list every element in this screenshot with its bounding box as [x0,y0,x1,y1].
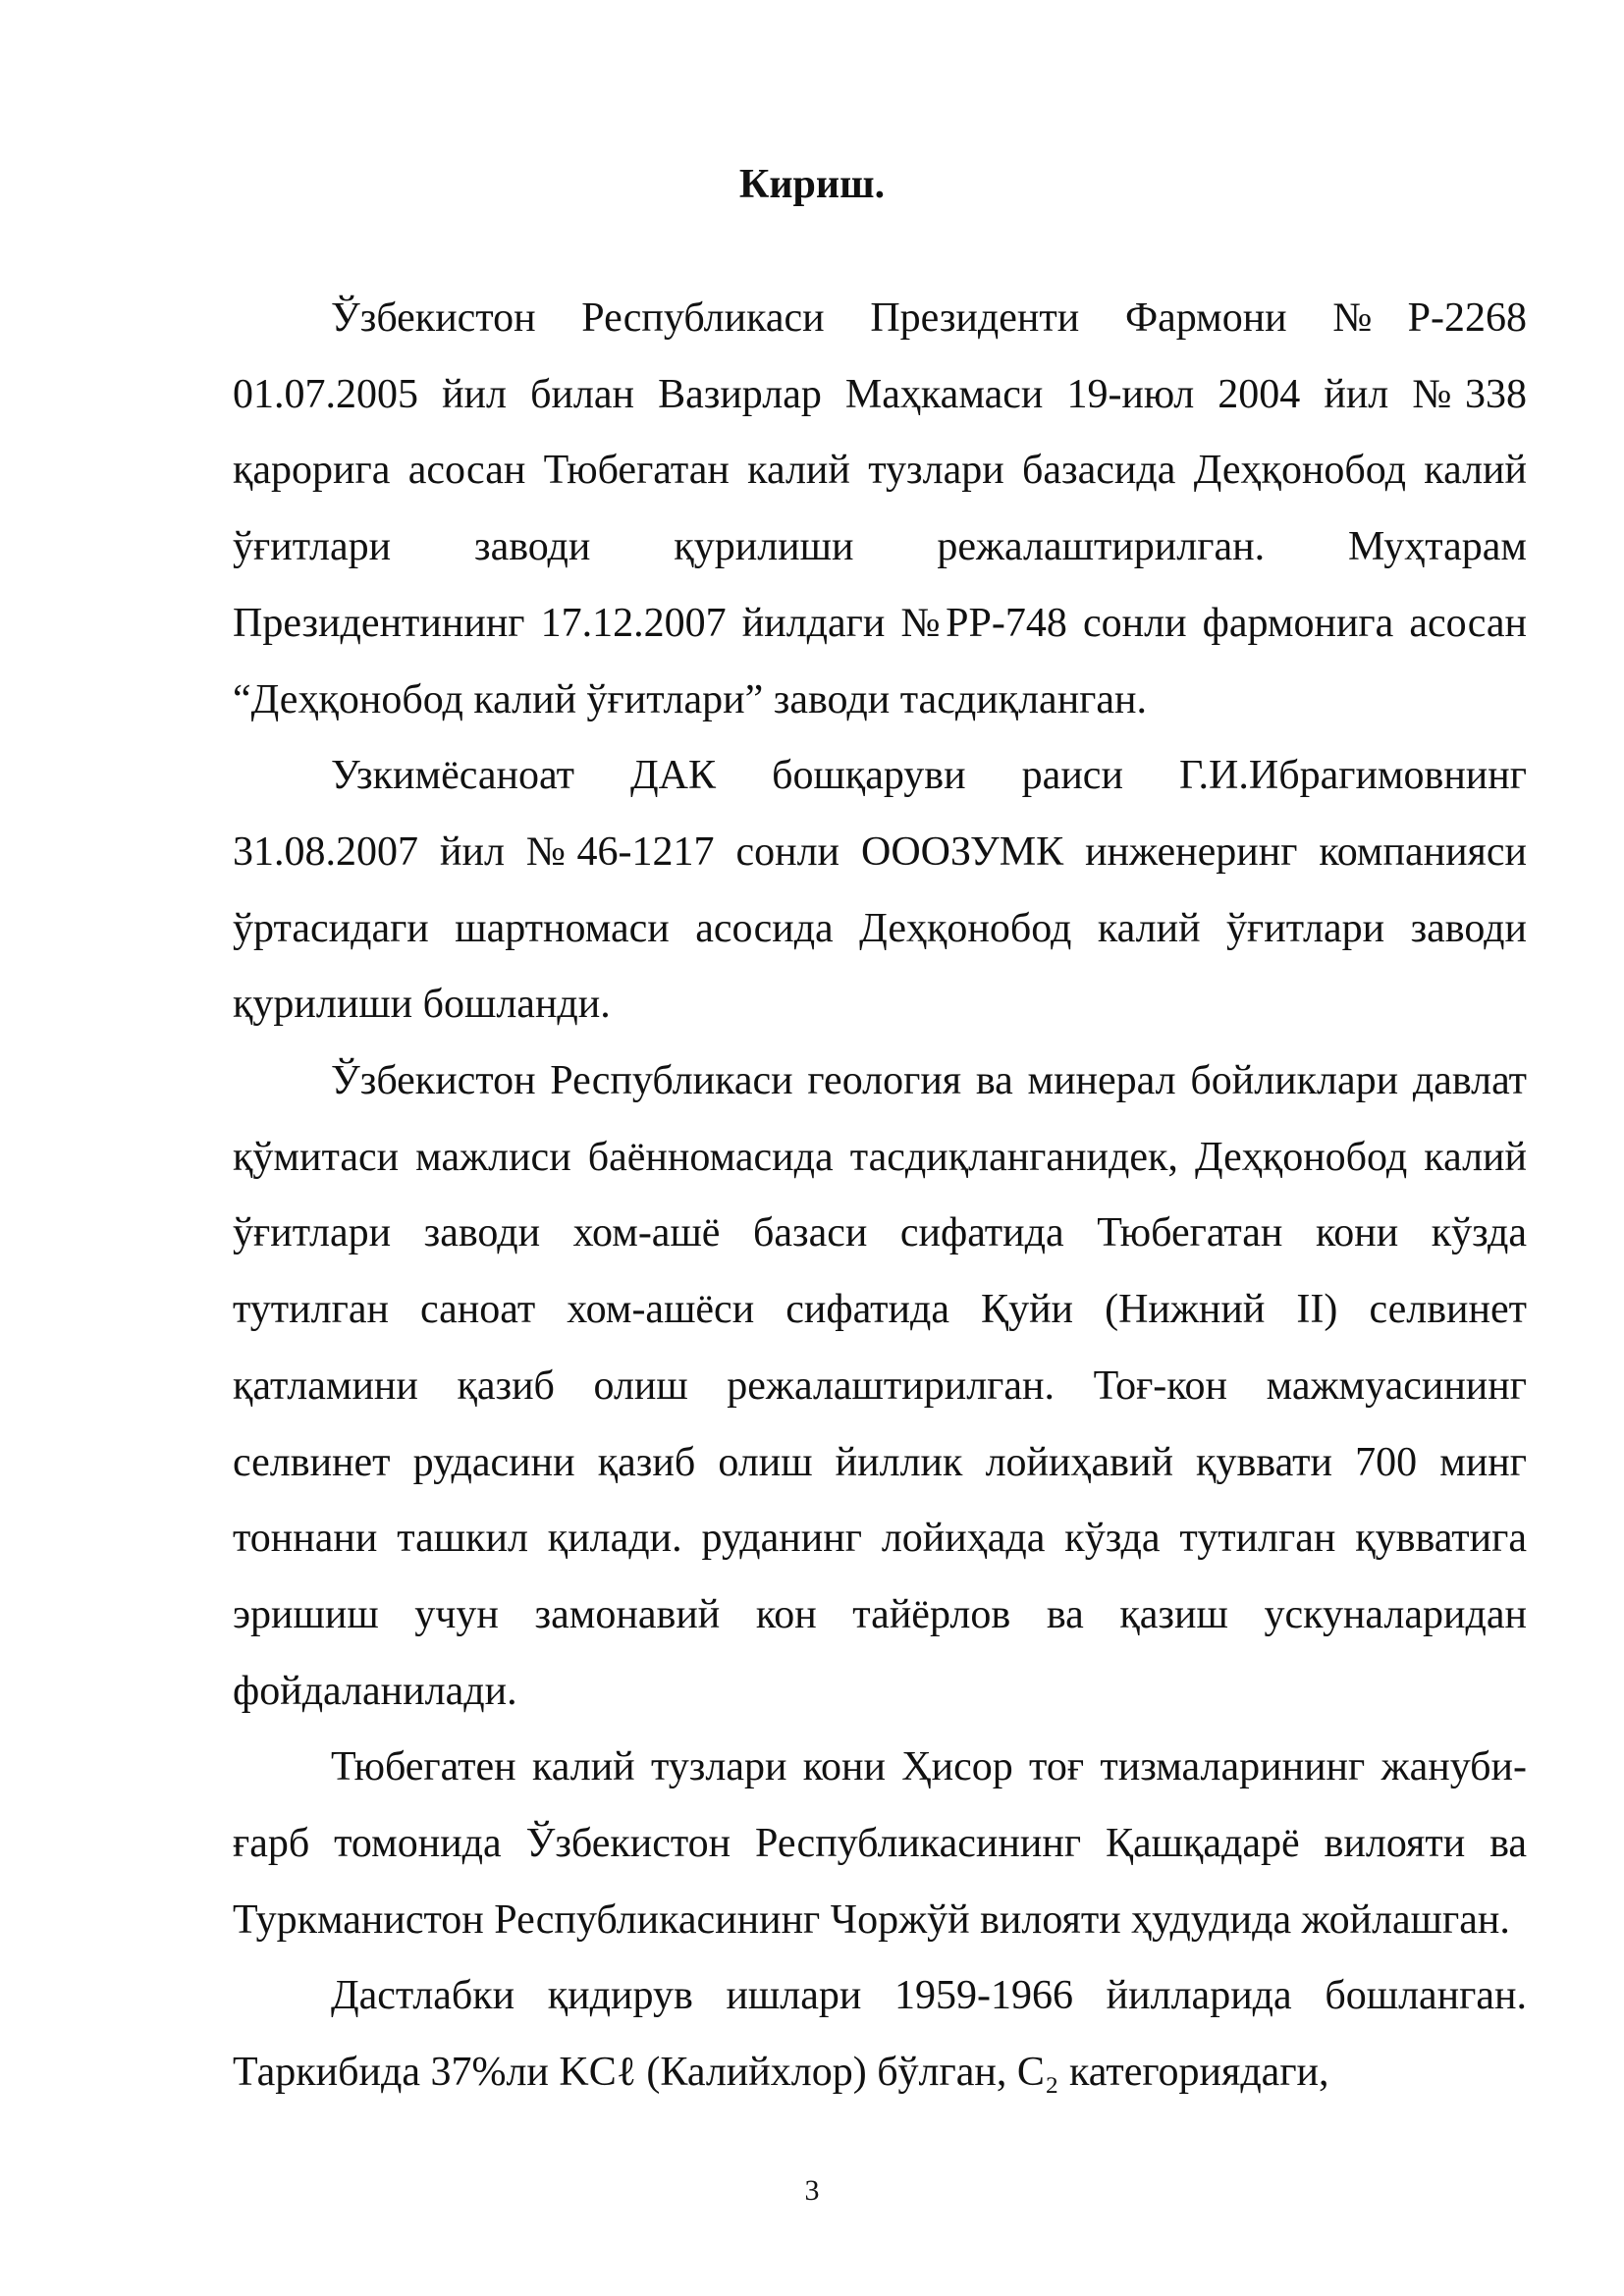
paragraph-4: Тюбегатен калий тузлари кони Ҳисор тоғ тизмаларининг жануби-ғарб томонида Ўзбекистон Республикасининг Қашқадарё вилояти ва Туркманистон Республикасининг Чоржўй вилояти ҳудудида жойлашган. [233,1744,1527,1943]
paragraph-2: Узкимёсаноат ДАК бошқаруви раиси Г.И.Ибрагимовнинг 31.08.2007 йил №46-1217 сонли ОООЗУМК инженеринг компанияси ўртасидаги шартномаси асосида Деҳқонобод калий ўғитлари заводи қурилиши бошланди. [233,753,1527,1028]
paragraph-1: Ўзбекистон Республикаси Президенти Фармони №Р-2268 01.07.2005 йил билан Вазирлар Маҳкамаси 19-июл 2004 йил №338 қарорига асосан Тюбегатан калий тузлари базасида Деҳқонобод калий ўғитлари заводи қурилиши режалаштирилган. Муҳтарам Президентининг 17.12.2007 йилдаги №РР-748 сонли фармонига асосан “Деҳқонобод калий ўғитлари” заводи тасдиқланган. [233,295,1527,722]
body-text [233,281,1527,2111]
page-title: Кириш. [738,162,886,207]
page-number: 3 [804,2174,820,2207]
paragraph-5: Дастлабки қидирув ишлари 1959-1966 йилларида бошланган. Таркибида 37%ли KCℓ (Калийхлор) бўлган, C₂ категориядаги, [233,1973,1527,2096]
paragraph-3: Ўзбекистон Республикаси геология ва минерал бойликлари давлат қўмитаси мажлиси баённомасида тасдиқланганидек, Деҳқонобод калий ўғитлари заводи хом-ашё базаси сифатида Тюбегатан кони кўзда тутилган саноат хом-ашёси сифатида Қуйи (Нижний II) селвинет қатламини қазиб олиш режалаштирилган. Тоғ-кон мажмуасининг селвинет рудасини қазиб олиш йиллик лойиҳавий қуввати 700 минг тоннани ташкил қилади. руданинг лойиҳада кўзда тутилган қувватига эришиш учун замонавий кон тайёрлов ва қазиш ускуналаридан фойдаланилади. [233,1058,1527,1714]
